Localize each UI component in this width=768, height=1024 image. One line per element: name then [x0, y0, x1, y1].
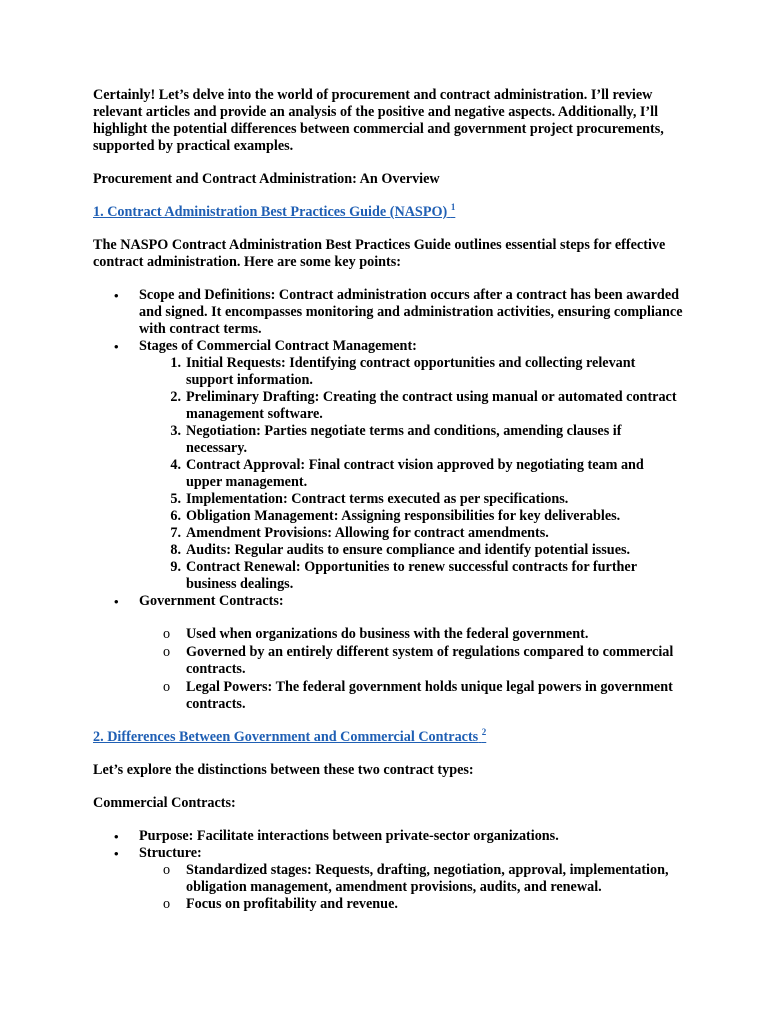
list-number: 6. [170, 508, 181, 524]
list-item-text: Negotiation: Parties negotiate terms and conditions, amending clauses if necessary. [186, 423, 622, 456]
list-item [93, 828, 683, 845]
list-item-text: Legal Powers: The federal government holds unique legal powers in government contracts. [186, 679, 673, 712]
bullet-icon: • [114, 288, 119, 303]
list-item [139, 355, 683, 389]
list-number: 7. [170, 525, 181, 541]
list-number: 2. [170, 389, 181, 405]
list-item [139, 626, 683, 643]
list-number: 8. [170, 542, 181, 558]
list-item-text: Obligation Management: Assigning responsibilities for key deliverables. [186, 508, 621, 524]
list-item [139, 389, 683, 423]
list-item [139, 542, 683, 559]
list-item [93, 338, 683, 593]
section2-link[interactable] [93, 729, 486, 745]
overview-heading: Procurement and Contract Administration: An Overview [93, 171, 440, 187]
list-item [139, 423, 683, 457]
list-item [139, 508, 683, 525]
list-item [139, 896, 683, 913]
list-item-text: Governed by an entirely different system of regulations compared to commercial contracts. [186, 644, 674, 677]
list-number: 1. [170, 355, 181, 371]
footnote-1-ref[interactable]: 1 [450, 202, 456, 212]
list-item [139, 679, 683, 713]
section1-bullet-list [93, 287, 683, 713]
circle-bullet-icon: o [163, 644, 171, 660]
list-item-text: Contract Approval: Final contract vision approved by negotiating team and upper management. [186, 457, 644, 490]
section1-intro: The NASPO Contract Administration Best Practices Guide outlines essential steps for effective contract administration. Here are some key points: [93, 237, 666, 270]
list-item-text: Standardized stages: Requests, drafting, negotiation, approval, implementation, obligation management, amendment provisions, audits, and renewal. [186, 862, 669, 895]
list-item [93, 845, 683, 913]
bullet-icon: • [114, 594, 119, 609]
bullet-text: Government Contracts: [139, 593, 284, 609]
circle-bullet-icon: o [163, 679, 171, 695]
document-body [93, 87, 683, 913]
circle-bullet-icon: o [163, 862, 171, 878]
bullet-icon: • [114, 829, 119, 844]
bullet-text: Scope and Definitions: Contract administration occurs after a contract has been awarded and signed. It encompasses monitoring and administration activities, ensuring compliance with contract terms. [139, 287, 683, 337]
list-item [139, 491, 683, 508]
list-item [93, 287, 683, 338]
list-item-text: Used when organizations do business with the federal government. [186, 626, 589, 642]
list-item-text: Implementation: Contract terms executed as per specifications. [186, 491, 569, 507]
list-item [139, 525, 683, 542]
list-item-text: Preliminary Drafting: Creating the contract using manual or automated contract management software. [186, 389, 677, 422]
list-number: 9. [170, 559, 181, 575]
section1-link-text: 1. Contract Administration Best Practices Guide (NASPO) [93, 204, 448, 220]
list-item-text: Focus on profitability and revenue. [186, 896, 398, 912]
list-item [93, 593, 683, 713]
list-number: 5. [170, 491, 181, 507]
section1-link[interactable] [93, 204, 455, 220]
section2-intro: Let’s explore the distinctions between these two contract types: [93, 762, 474, 778]
circle-bullet-icon: o [163, 896, 171, 912]
list-item-text: Initial Requests: Identifying contract opportunities and collecting relevant support information. [186, 355, 636, 388]
section2-link-text: 2. Differences Between Government and Commercial Contracts [93, 729, 479, 745]
structure-list [139, 862, 683, 913]
list-number: 3. [170, 423, 181, 439]
list-item [139, 862, 683, 896]
bullet-icon: • [114, 846, 119, 861]
stages-list [139, 355, 683, 593]
section2-bullet-list [93, 828, 683, 913]
bullet-icon: • [114, 339, 119, 354]
list-item [139, 559, 683, 593]
circle-bullet-icon: o [163, 626, 171, 642]
bullet-text: Structure: [139, 845, 202, 861]
government-list [139, 626, 683, 713]
section1-heading [93, 204, 683, 221]
list-number: 4. [170, 457, 181, 473]
list-item-text: Amendment Provisions: Allowing for contract amendments. [186, 525, 549, 541]
commercial-heading: Commercial Contracts: [93, 795, 236, 811]
footnote-2-ref[interactable]: 2 [481, 727, 487, 737]
list-item-text: Audits: Regular audits to ensure compliance and identify potential issues. [186, 542, 631, 558]
intro-paragraph: Certainly! Let’s delve into the world of procurement and contract administration. I’ll review relevant articles and provide an analysis of the positive and negative aspects. Additionally, I’ll highlight the potential differences between commercial and government project procurements, supported by practical examples. [93, 87, 664, 154]
section2-heading [93, 729, 683, 746]
list-item [139, 644, 683, 678]
list-item [139, 457, 683, 491]
bullet-text: Stages of Commercial Contract Management: [139, 338, 417, 354]
bullet-text: Purpose: Facilitate interactions between private-sector organizations. [139, 828, 559, 844]
list-item-text: Contract Renewal: Opportunities to renew successful contracts for further business dealings. [186, 559, 637, 592]
